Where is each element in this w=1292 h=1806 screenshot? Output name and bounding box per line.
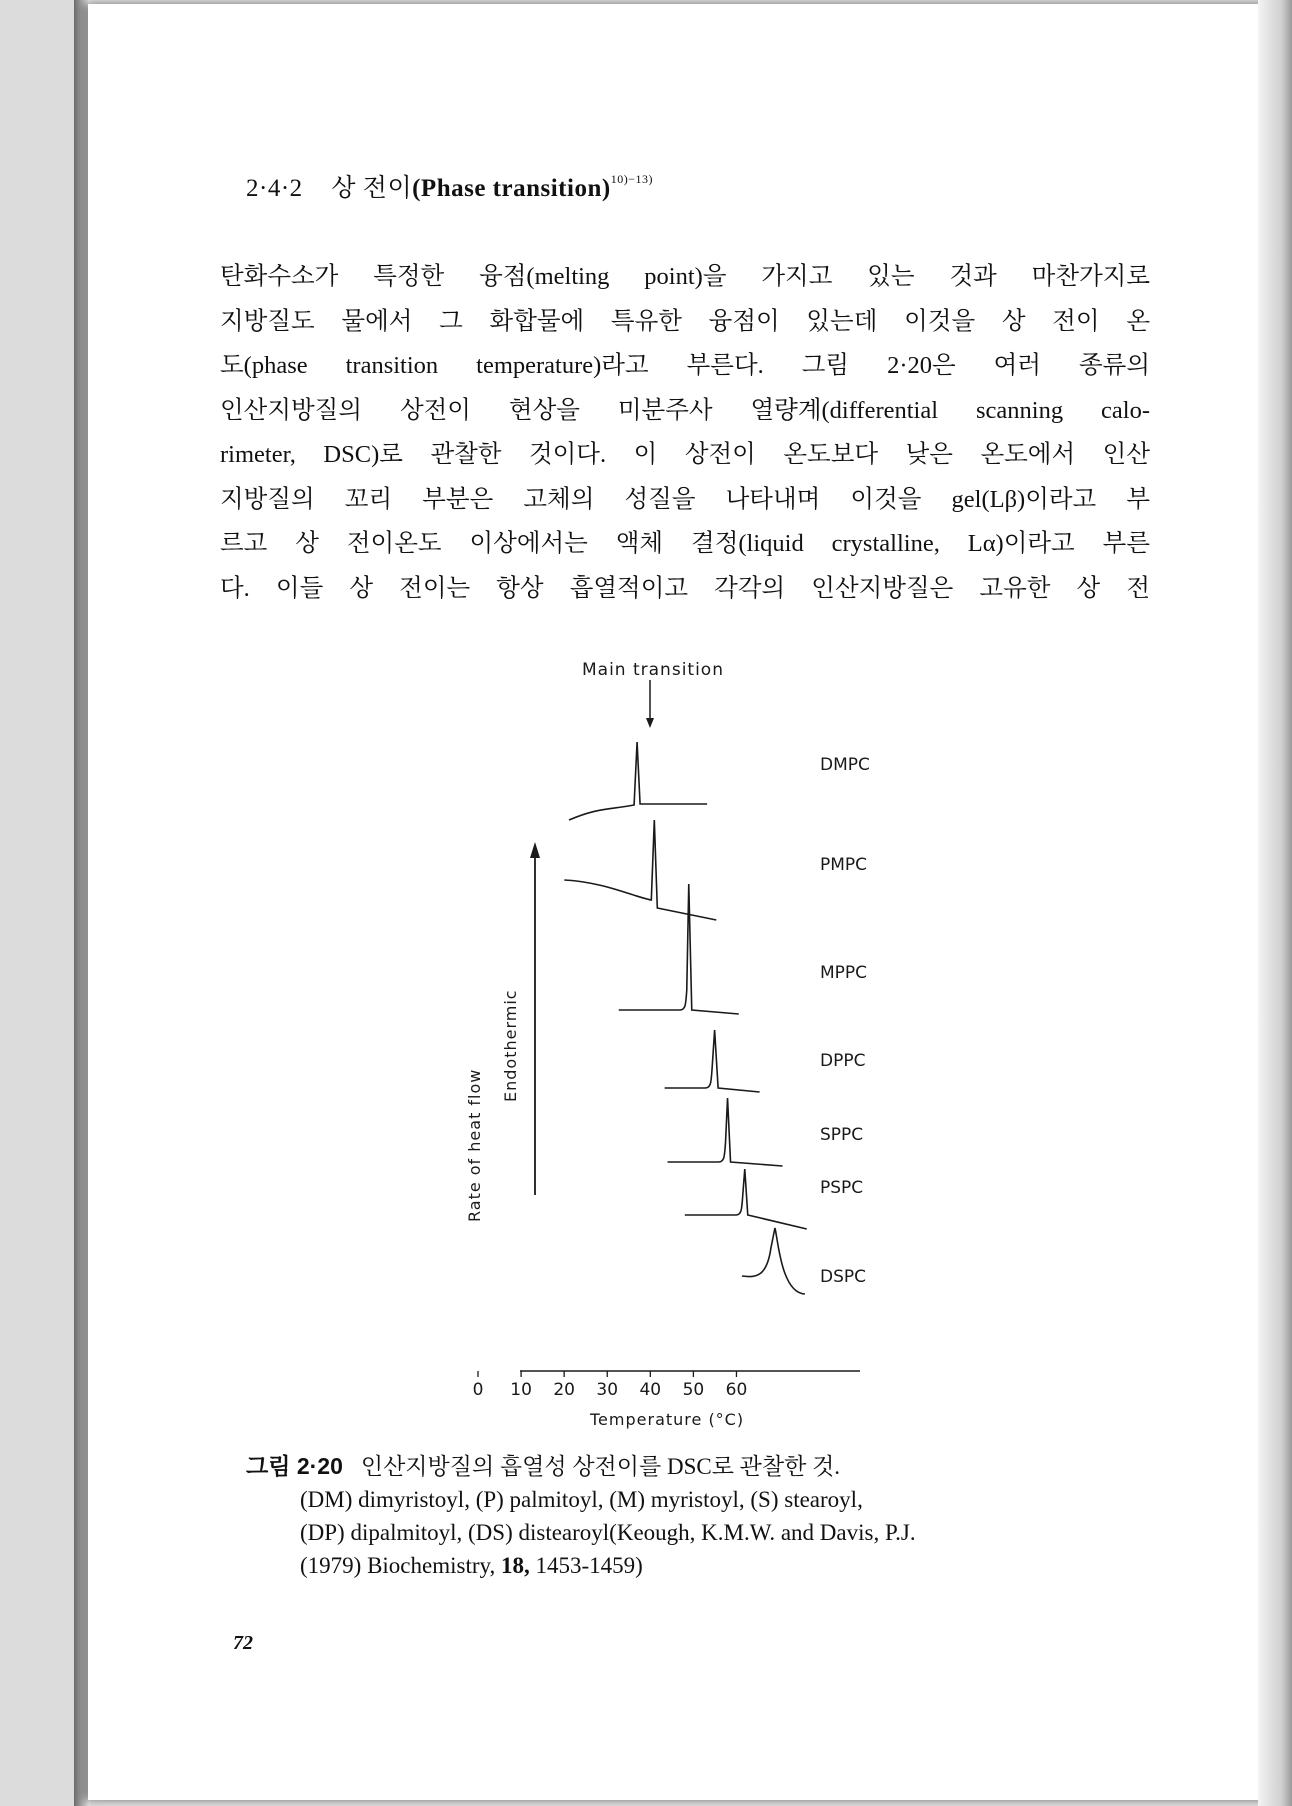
main-transition-arrowhead xyxy=(646,718,654,728)
thermogram-curve-sppc xyxy=(668,1098,783,1166)
section-heading xyxy=(246,168,653,204)
ref-volume: 18, xyxy=(501,1553,530,1578)
main-transition-annotation: Main transition xyxy=(582,660,724,680)
body-paragraph xyxy=(220,255,1150,611)
caption-title-line xyxy=(246,1450,916,1483)
thermogram-curve-dspc xyxy=(742,1228,805,1294)
paragraph-line: rimeter, DSC)로 관찰한 것이다. 이 상전이 온도보다 낮은 온도에서 인산 xyxy=(220,441,1150,468)
series-label-mppc: MPPC xyxy=(820,963,868,983)
ref-year: (1979) xyxy=(300,1553,362,1578)
x-tick-label: 40 xyxy=(639,1380,662,1400)
series-label-pmpc: PMPC xyxy=(820,855,868,875)
caption-reference-line xyxy=(246,1549,916,1582)
series-labels xyxy=(820,755,870,1287)
x-tick-label: 30 xyxy=(596,1380,619,1400)
section-title-ko: 상 전이 xyxy=(331,175,413,202)
thermogram-curve-pmpc xyxy=(564,820,716,920)
caption-title: 인산지방질의 흡열성 상전이를 DSC로 관찰한 것. xyxy=(360,1454,841,1479)
series-label-dppc: DPPC xyxy=(820,1051,866,1071)
section-refs: 10)−13) xyxy=(610,171,653,186)
figure-caption xyxy=(246,1450,916,1582)
paragraph-line: 인산지방질의 상전이 현상을 미분주사 열량계(differential scanning calo- xyxy=(220,396,1150,424)
thermogram-curve-dppc xyxy=(665,1030,760,1092)
thermogram-curve-dmpc xyxy=(569,742,707,820)
series-label-sppc: SPPC xyxy=(820,1125,864,1145)
series-label-pspc: PSPC xyxy=(820,1178,864,1198)
endothermic-arrowhead xyxy=(530,842,540,858)
paragraph-line: 탄화수소가 특정한 융점(melting point)을 가지고 있는 것과 마찬가지로 xyxy=(220,263,1150,290)
x-tick-label: 10 xyxy=(510,1380,532,1400)
section-title-en: (Phase transition) xyxy=(412,175,611,202)
thermogram-curves xyxy=(564,742,806,1294)
series-label-dmpc: DMPC xyxy=(820,755,870,775)
caption-line: (DM) dimyristoyl, (P) palmitoyl, (M) myristoyl, (S) stearoyl, xyxy=(300,1487,863,1512)
paragraph-line: 도(phase transition temperature)라고 부른다. 그림 2·20은 여러 종류의 xyxy=(220,352,1150,379)
dsc-thermogram-chart xyxy=(440,650,900,1440)
paragraph-line: 지방질도 물에서 그 화합물에 특유한 융점이 있는데 이것을 상 전이 온 xyxy=(220,307,1150,335)
endothermic-label: Endothermic xyxy=(501,989,520,1102)
series-label-dspc: DSPC xyxy=(820,1267,867,1287)
x-axis-ticks xyxy=(473,1371,748,1400)
x-axis-label: Temperature (°C) xyxy=(590,1410,745,1429)
paragraph-line: 르고 상 전이온도 이상에서는 액체 결정(liquid crystalline, Lα)이라고 부른 xyxy=(220,530,1150,557)
caption-line: (DP) dipalmitoyl, (DS) distearoyl(Keough, K.M.W. and Davis, P.J. xyxy=(300,1520,916,1545)
section-number: 2·4·2 xyxy=(246,175,303,202)
ref-journal: Biochemistry, xyxy=(367,1553,496,1578)
x-tick-label: 60 xyxy=(725,1380,748,1400)
page-number: 72 xyxy=(233,1632,253,1654)
thermogram-curve-pspc xyxy=(685,1169,807,1229)
paragraph-line: 다. 이들 상 전이는 항상 흡열적이고 각각의 인산지방질은 고유한 상 전 xyxy=(220,574,1150,602)
y-axis-label: Rate of heat flow xyxy=(465,1068,484,1222)
thermogram-curve-mppc xyxy=(619,884,739,1014)
x-tick-label: 50 xyxy=(682,1380,705,1400)
paragraph-line: 지방질의 꼬리 부분은 고체의 성질을 나타내며 이것을 gel(Lβ)이라고 부 xyxy=(220,485,1150,513)
figure-number: 그림 2·20 xyxy=(246,1453,343,1479)
x-tick-label: 20 xyxy=(553,1380,575,1400)
page-edge-right xyxy=(1258,0,1292,1806)
ref-pages: 1453-1459) xyxy=(535,1553,643,1578)
x-tick-label: 0 xyxy=(472,1380,484,1400)
